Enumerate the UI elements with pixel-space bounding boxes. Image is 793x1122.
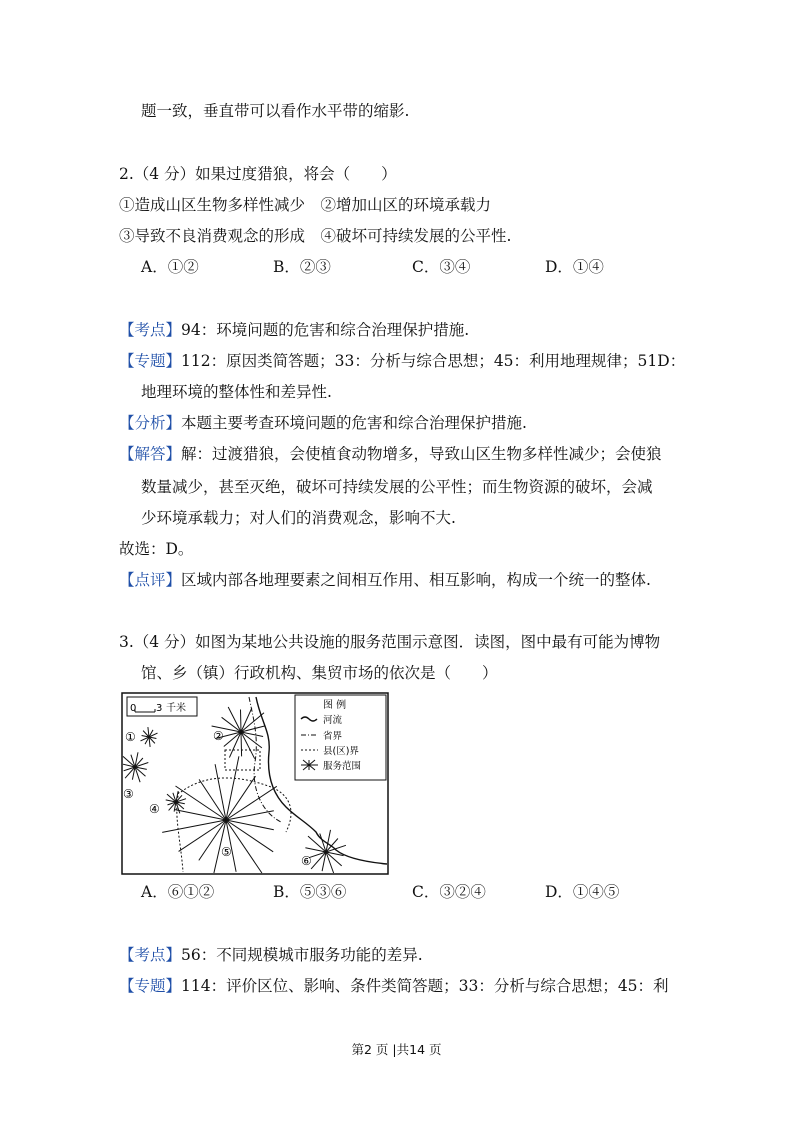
q2-answer: 故选：D。 [119, 540, 194, 558]
scale-bar [127, 697, 197, 716]
q2-jieda-cont2: 少环境承载力；对人们的消费观念，影响不大. [141, 509, 456, 527]
q2-option-d: D．①④ [545, 258, 604, 276]
facility-label: ② [213, 729, 224, 743]
q2-dianping [119, 570, 651, 590]
facility-label: ③ [123, 787, 134, 801]
page-footer: 第2 页 |共14 页 [351, 1042, 442, 1057]
facility-label: ① [125, 730, 136, 744]
q2-stem: 2.（4 分）如果过度猎狼，将会（ ） [119, 165, 397, 183]
zhuanti-tag: 【专题】 [119, 352, 182, 370]
q3-option-d: D．①④⑤ [545, 883, 620, 901]
q3-option-b: B．⑤③⑥ [273, 883, 347, 901]
kaodian-tag: 【考点】 [119, 946, 182, 964]
svg-text:3: 3 [156, 703, 163, 714]
q3-kaodian [119, 945, 423, 965]
q3-stem-line2: 馆、乡（镇）行政机构、集贸市场的依次是（ ） [141, 664, 498, 682]
facility-label: ⑥ [301, 854, 312, 868]
q2-option-b: B．②③ [273, 258, 331, 276]
q2-jieda-cont1: 数量减少，甚至灭绝，破坏可持续发展的公平性；而生物资源的破坏，会减 [141, 478, 653, 496]
kaodian-tag: 【考点】 [119, 321, 182, 339]
svg-text:服务范围: 服务范围 [323, 761, 362, 772]
svg-text:千米: 千米 [166, 703, 186, 714]
service-ray [241, 732, 242, 756]
facility-label: ④ [149, 802, 160, 816]
jieda-text: 解：过渡猎狼，会使植食动物增多，导致山区生物多样性减少；会使狼 [181, 445, 662, 463]
jieda-tag: 【解答】 [119, 445, 182, 463]
q2-kaodian [119, 320, 469, 340]
q2-items-line2: ③导致不良消费观念的形成 ④破坏可持续发展的公平性. [119, 227, 512, 245]
q2-items-line1: ①造成山区生物多样性减少 ②增加山区的环境承载力 [119, 196, 492, 214]
svg-text:河流: 河流 [323, 715, 343, 726]
svg-text:图 例: 图 例 [323, 700, 347, 711]
svg-text:省界: 省界 [323, 731, 343, 742]
q3-option-c: C．③②④ [412, 883, 486, 901]
q2-jieda [119, 444, 662, 464]
q2-fenxi [119, 413, 527, 433]
facility-label: ⑤ [221, 845, 232, 859]
q2-option-c: C．③④ [412, 258, 471, 276]
fenxi-tag: 【分析】 [119, 414, 182, 432]
fenxi-text: 本题主要考查环境问题的危害和综合治理保护措施. [181, 414, 527, 432]
service-range-map [121, 692, 389, 875]
svg-text:县(区)界: 县(区)界 [323, 746, 359, 757]
kaodian-text: 94：环境问题的危害和综合治理保护措施. [181, 321, 470, 339]
kaodian-text: 56：不同规模城市服务功能的差异. [181, 946, 423, 964]
service-ray [241, 710, 242, 733]
q2-zhuanti-cont: 地理环境的整体性和差异性. [141, 383, 332, 401]
q2-option-a: A．①② [141, 258, 199, 276]
q2-zhuanti [119, 351, 685, 371]
zhuanti-tag: 【专题】 [119, 977, 182, 995]
q3-stem-line1: 3.（4 分）如图为某地公共设施的服务范围示意图．读图，图中最有可能为博物 [119, 633, 661, 651]
dianping-tag: 【点评】 [119, 571, 182, 589]
intro-line: 题一致，垂直带可以看作水平带的缩影. [141, 102, 410, 120]
q3-zhuanti [119, 976, 669, 996]
q3-option-a: A．⑥①② [141, 883, 215, 901]
dianping-text: 区域内部各地理要素之间相互作用、相互影响，构成一个统一的整体. [181, 571, 651, 589]
zhuanti-text: 114：评价区位、影响、条件类简答题；33：分析与综合思想；45：利 [181, 977, 669, 995]
zhuanti-text: 112：原因类简答题；33：分析与综合思想；45：利用地理规律；51D： [181, 352, 686, 370]
legend [295, 695, 386, 780]
svg-text:0: 0 [130, 703, 137, 714]
